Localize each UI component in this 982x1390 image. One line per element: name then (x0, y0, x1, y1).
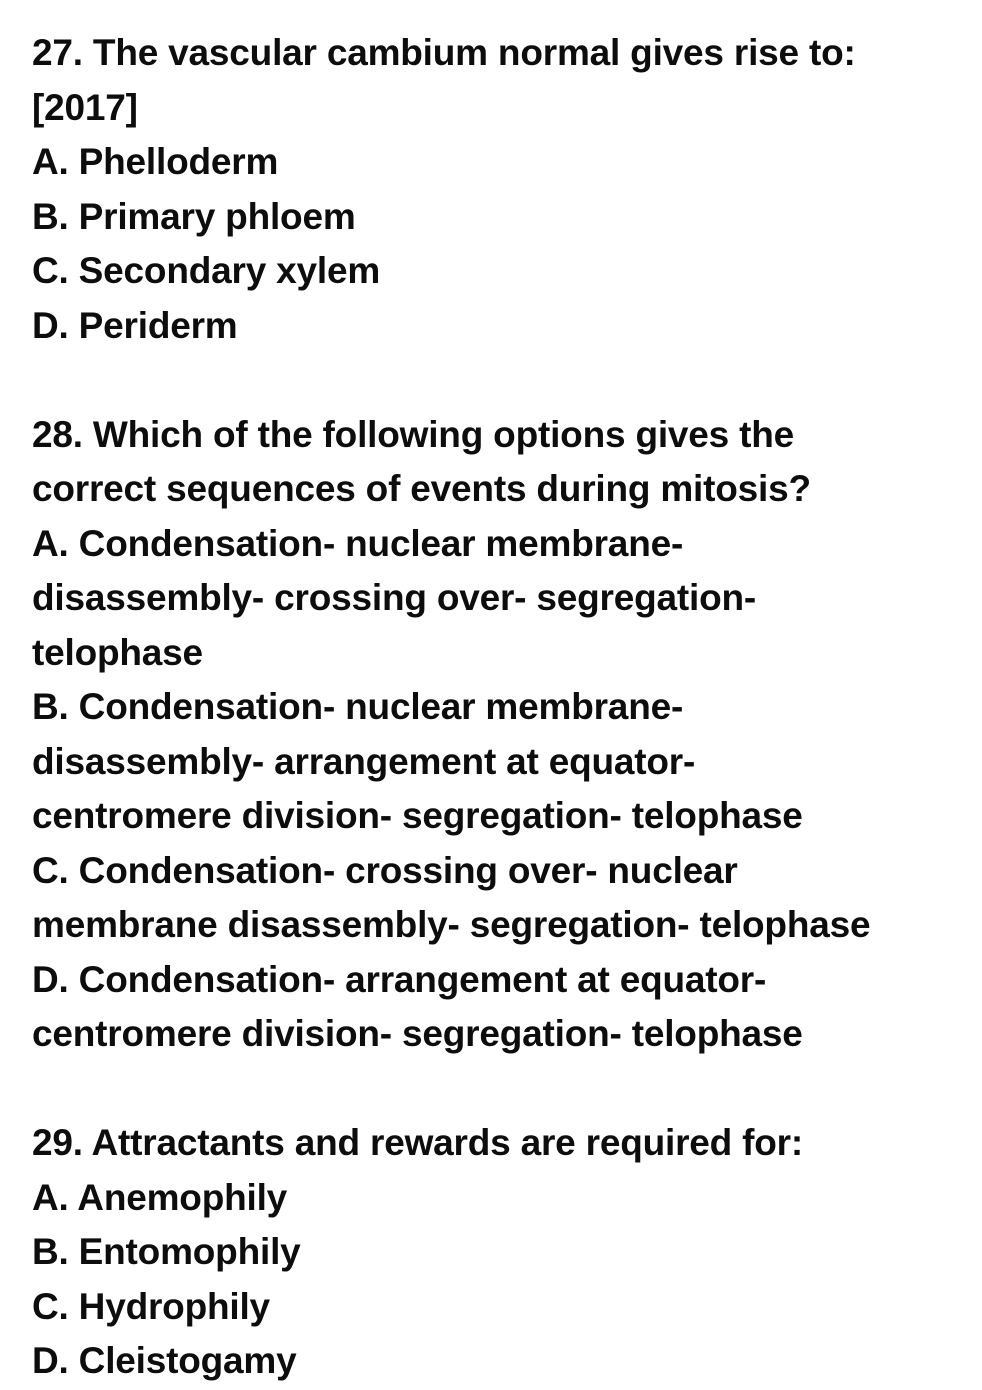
question-prompt-line: 29. Attractants and rewards are required for: (32, 1122, 803, 1163)
option-c: C. Secondary xylem (32, 250, 381, 291)
option-a-line: telophase (32, 631, 203, 673)
question-28 (32, 408, 962, 1062)
option-a: A. Anemophily (32, 1176, 288, 1218)
option-c-line: C. Condensation- crossing over- nuclear (32, 849, 738, 891)
question-29 (32, 1116, 962, 1389)
option-d-line: centromere division- segregation- telophase (32, 1013, 803, 1054)
option-d-line: D. Condensation- arrangement at equator- (32, 958, 767, 1000)
option-d: D. Cleistogamy (32, 1340, 297, 1381)
question-prompt-line: correct sequences of events during mitosis? (32, 468, 811, 509)
question-prompt-line: 28. Which of the following options gives the (32, 413, 795, 455)
option-a-line: disassembly- crossing over- segregation- (32, 577, 757, 618)
option-b: B. Entomophily (32, 1231, 301, 1272)
option-c-line: membrane disassembly- segregation- telophase (32, 904, 871, 945)
option-b-line: centromere division- segregation- telophase (32, 795, 803, 836)
question-sheet (32, 26, 962, 1389)
option-b-line: disassembly- arrangement at equator- (32, 740, 696, 782)
question-prompt-line: [2017] (32, 86, 138, 128)
option-b: B. Primary phloem (32, 195, 356, 237)
option-b-line: B. Condensation- nuclear membrane- (32, 686, 684, 727)
option-d: D. Periderm (32, 304, 238, 346)
option-a: A. Phelloderm (32, 141, 279, 182)
question-prompt-line: 27. The vascular cambium normal gives rise to: (32, 32, 856, 73)
question-27 (32, 26, 962, 353)
option-a-line: A. Condensation- nuclear membrane- (32, 522, 684, 564)
option-c: C. Hydrophily (32, 1285, 270, 1327)
